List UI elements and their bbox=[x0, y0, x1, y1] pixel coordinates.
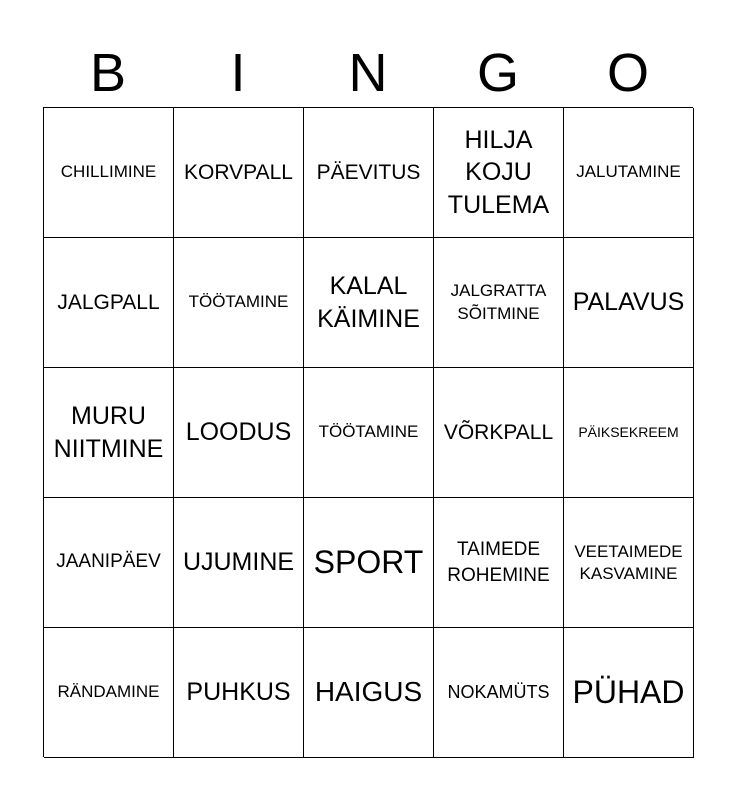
bingo-cell-r4c2 bbox=[174, 498, 304, 628]
bingo-cell-r1c3 bbox=[304, 108, 434, 238]
bingo-cell-r4c1 bbox=[44, 498, 174, 628]
cell-label: JALUTAMINE bbox=[576, 162, 681, 182]
cell-label: RÄNDAMINE bbox=[57, 682, 160, 702]
bingo-cell-r1c1 bbox=[44, 108, 174, 238]
cell-label: HAIGUS bbox=[314, 676, 423, 708]
bingo-cell-r2c5 bbox=[564, 238, 694, 368]
cell-label: VEETAIMEDE KASVAMINE bbox=[574, 542, 683, 583]
bingo-cell-r3c5 bbox=[564, 368, 694, 498]
header-letter-b: B bbox=[89, 43, 127, 103]
header-letter-n: N bbox=[348, 43, 388, 103]
cell-label: TAIMEDE ROHEMINE bbox=[447, 538, 550, 586]
bingo-cell-r1c4 bbox=[434, 108, 564, 238]
cell-label: PÜHAD bbox=[572, 674, 685, 711]
cell-label: TÖÖTAMINE bbox=[188, 292, 289, 312]
cell-label: KORVPALL bbox=[184, 160, 293, 184]
cell-label: VÕRKPALL bbox=[443, 420, 554, 444]
cell-label: NOKAMÜTS bbox=[447, 681, 550, 702]
cell-label: PUHKUS bbox=[186, 678, 291, 707]
bingo-cell-r4c5 bbox=[564, 498, 694, 628]
header-letter-g: G bbox=[476, 43, 519, 103]
bingo-cell-r4c4 bbox=[434, 498, 564, 628]
cell-label: KALAL KÄIMINE bbox=[317, 272, 420, 333]
cell-label: LOODUS bbox=[185, 418, 292, 447]
bingo-cell-r3c2 bbox=[174, 368, 304, 498]
bingo-cell-r3c1 bbox=[44, 368, 174, 498]
cell-label: PÄEVITUS bbox=[316, 160, 421, 184]
cell-label: TÖÖTAMINE bbox=[318, 422, 419, 442]
bingo-cell-r2c1 bbox=[44, 238, 174, 368]
bingo-cell-r1c2 bbox=[174, 108, 304, 238]
cell-label: CHILLIMINE bbox=[60, 162, 157, 182]
cell-label: JAANIPÄEV bbox=[56, 551, 161, 573]
cell-label: JALGRATTA SÕITMINE bbox=[450, 281, 547, 323]
bingo-cell-r1c5 bbox=[564, 108, 694, 238]
cell-label: UJUMINE bbox=[182, 548, 295, 577]
bingo-cell-r2c4 bbox=[434, 238, 564, 368]
cell-label: JALGPALL bbox=[57, 290, 160, 314]
cell-label: PÄIKSEKREEM bbox=[578, 424, 679, 441]
bingo-cell-r3c3 bbox=[304, 368, 434, 498]
bingo-grid bbox=[43, 107, 693, 757]
bingo-cell-r2c2 bbox=[174, 238, 304, 368]
bingo-cell-r3c4 bbox=[434, 368, 564, 498]
bingo-cell-r5c1 bbox=[44, 628, 174, 758]
cell-label: MURU NIITMINE bbox=[53, 402, 164, 463]
header-letter-o: O bbox=[606, 43, 649, 103]
bingo-cell-r5c5 bbox=[564, 628, 694, 758]
bingo-cell-r4c3 bbox=[304, 498, 434, 628]
bingo-cell-r2c3 bbox=[304, 238, 434, 368]
bingo-cell-r5c2 bbox=[174, 628, 304, 758]
cell-label: SPORT bbox=[313, 544, 424, 581]
bingo-cell-r5c3 bbox=[304, 628, 434, 758]
cell-label: PALAVUS bbox=[572, 288, 685, 317]
header-letter-i: I bbox=[230, 43, 246, 103]
cell-label: HILJA KOJU TULEMA bbox=[447, 125, 550, 219]
bingo-cell-r5c4 bbox=[434, 628, 564, 758]
bingo-header bbox=[43, 38, 693, 108]
